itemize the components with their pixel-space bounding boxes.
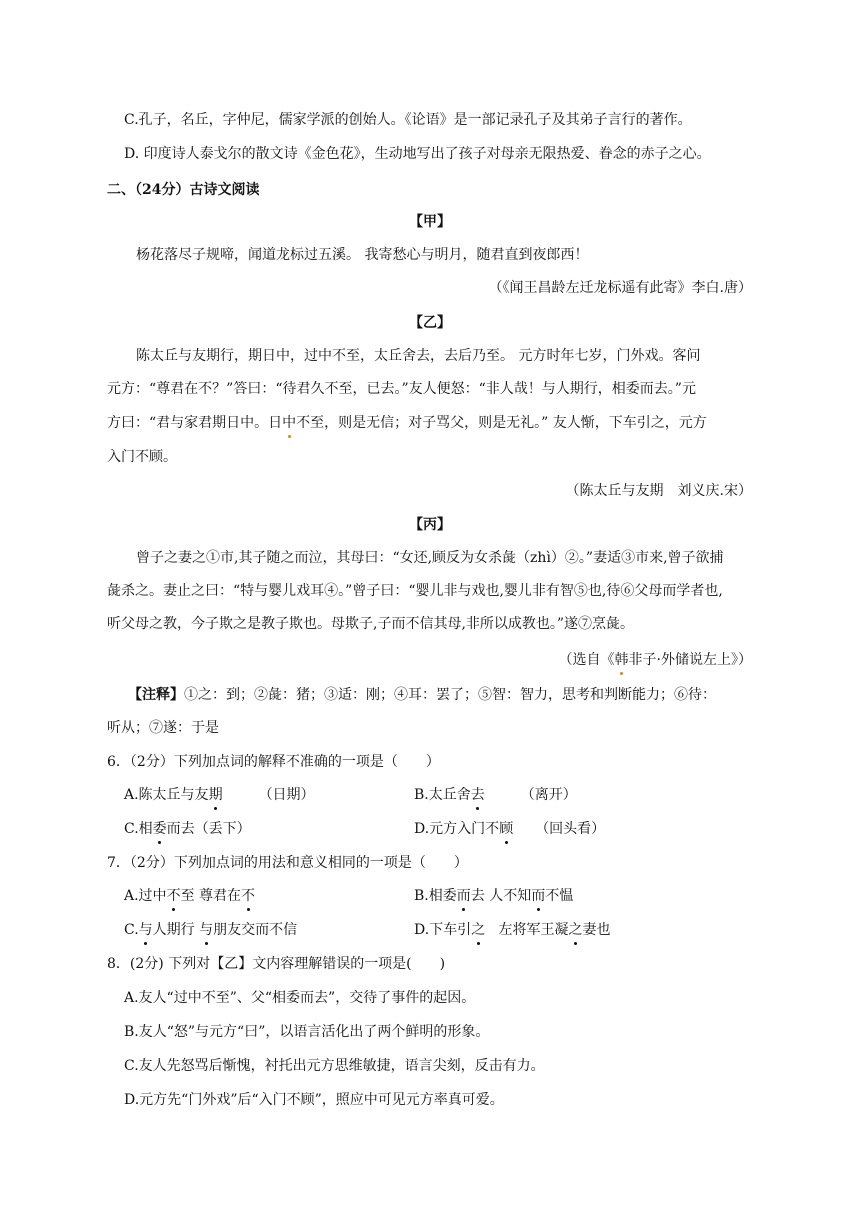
section-title: 二、（24分）古诗文阅读 [107,182,260,198]
q7-option-a: A.过中不至 尊君在不 [124,888,256,904]
yi-text-line-3: 方曰：“君与家君期日中。日中不至，则是无信；对子骂父，则是无礼。” 友人惭，下车引之，元方 [107,415,707,431]
bing-text-line-3: 听父母之教，今子欺之是教子欺也。母欺子,子而不信其母,非所以成教也。”遂⑦烹彘。 [107,616,635,632]
option-d-tagore: D. 印度诗人泰戈尔的散文诗《金色花》，生动地写出了孩子对母亲无限热爱、眷念的赤子之心。 [124,146,711,162]
q6-option-d: D.元方入门不顾 （回头看） [414,821,606,837]
heading-jia: 【甲】 [409,214,451,230]
jia-source: （《闻王昌龄左迁龙标遥有此寄》李白.唐） [488,280,752,296]
q8-option-c: C.友人先怒骂后惭愧，衬托出元方思维敏捷，语言尖刻，反击有力。 [124,1058,545,1074]
q6-stem: 6．（2分）下列加点词的解释不准确的一项是（ ） [107,754,440,770]
q8-option-b: B.友人“怒”与元方“曰”，以语言活化出了两个鲜明的形象。 [124,1024,490,1040]
q6-option-b: B.太丘舍去 （离开） [414,787,577,803]
emphasis-dot-char: 韩 [614,652,629,668]
q7-stem: 7．（2分）下列加点词的用法和意义相同的一项是（ ） [107,855,468,871]
notes-line-1: 【注释】①之：到；②彘：猪；③适：刚；④耳：罢了；⑤智：智力，思考和判断能力；⑥待： [128,687,716,703]
q8-option-a: A.友人“过中不至”、父“相委而去”，交待了事件的起因。 [124,990,476,1006]
bing-source: （选自《韩非子·外储说左上》） [558,652,752,668]
q6-option-a: A.陈太丘与友期 （日期） [124,787,315,803]
q7-option-d: D.下车引之 左将军王凝之妻也 [414,922,611,938]
jia-poem: 杨花落尽子规啼，闻道龙标过五溪。 我寄愁心与明月，随君直到夜郎西！ [136,247,589,263]
q6-option-c: C.相委而去（丢下） [124,821,251,837]
bing-text-line-1: 曾子之妻之①市,其子随之而泣，其母曰：“女还,顾反为女杀彘（zhì）②。”妻适③市来,曾子欲捕 [136,550,724,566]
q7-option-b: B.相委而去 人不知而不愠 [414,888,574,904]
yi-text-line-1: 陈太丘与友期行，期日中，过中不至，太丘舍去，去后乃至。 元方时年七岁，门外戏。客问 [136,348,701,364]
heading-yi: 【乙】 [409,315,451,331]
yi-source: （陈太丘与友期 刘义庆.宋） [565,483,752,499]
yi-text-line-2: 元方：“尊君在不？”答曰：“待君久不至，已去。”友人便怒：“非人哉！与人期行，相委而去。”元 [107,381,696,397]
q7-option-c: C.与人期行 与朋友交而不信 [124,922,298,938]
notes-label: 【注释】 [128,687,184,703]
yi-text-line-4: 入门不顾。 [107,449,177,465]
q8-stem: 8．(2分) 下列对【乙】文内容理解错误的一项是( ) [107,956,446,972]
notes-line-2: 听从；⑦遂：于是 [107,720,219,736]
bing-text-line-2: 彘杀之。妻止之曰：“特与婴儿戏耳④。”曾子曰：“婴儿非与戏也,婴儿非有智⑤也,待⑥父母而学者也, [107,583,723,599]
emphasis-dot-char: 中 [282,415,297,431]
option-c-confucius: C.孔子，名丘，字仲尼，儒家学派的创始人。《论语》是一部记录孔子及其弟子言行的著作。 [124,112,692,128]
heading-bing: 【丙】 [409,517,451,533]
q8-option-d: D.元方先“门外戏”后“入门不顾”，照应中可见元方率真可爱。 [124,1092,504,1108]
